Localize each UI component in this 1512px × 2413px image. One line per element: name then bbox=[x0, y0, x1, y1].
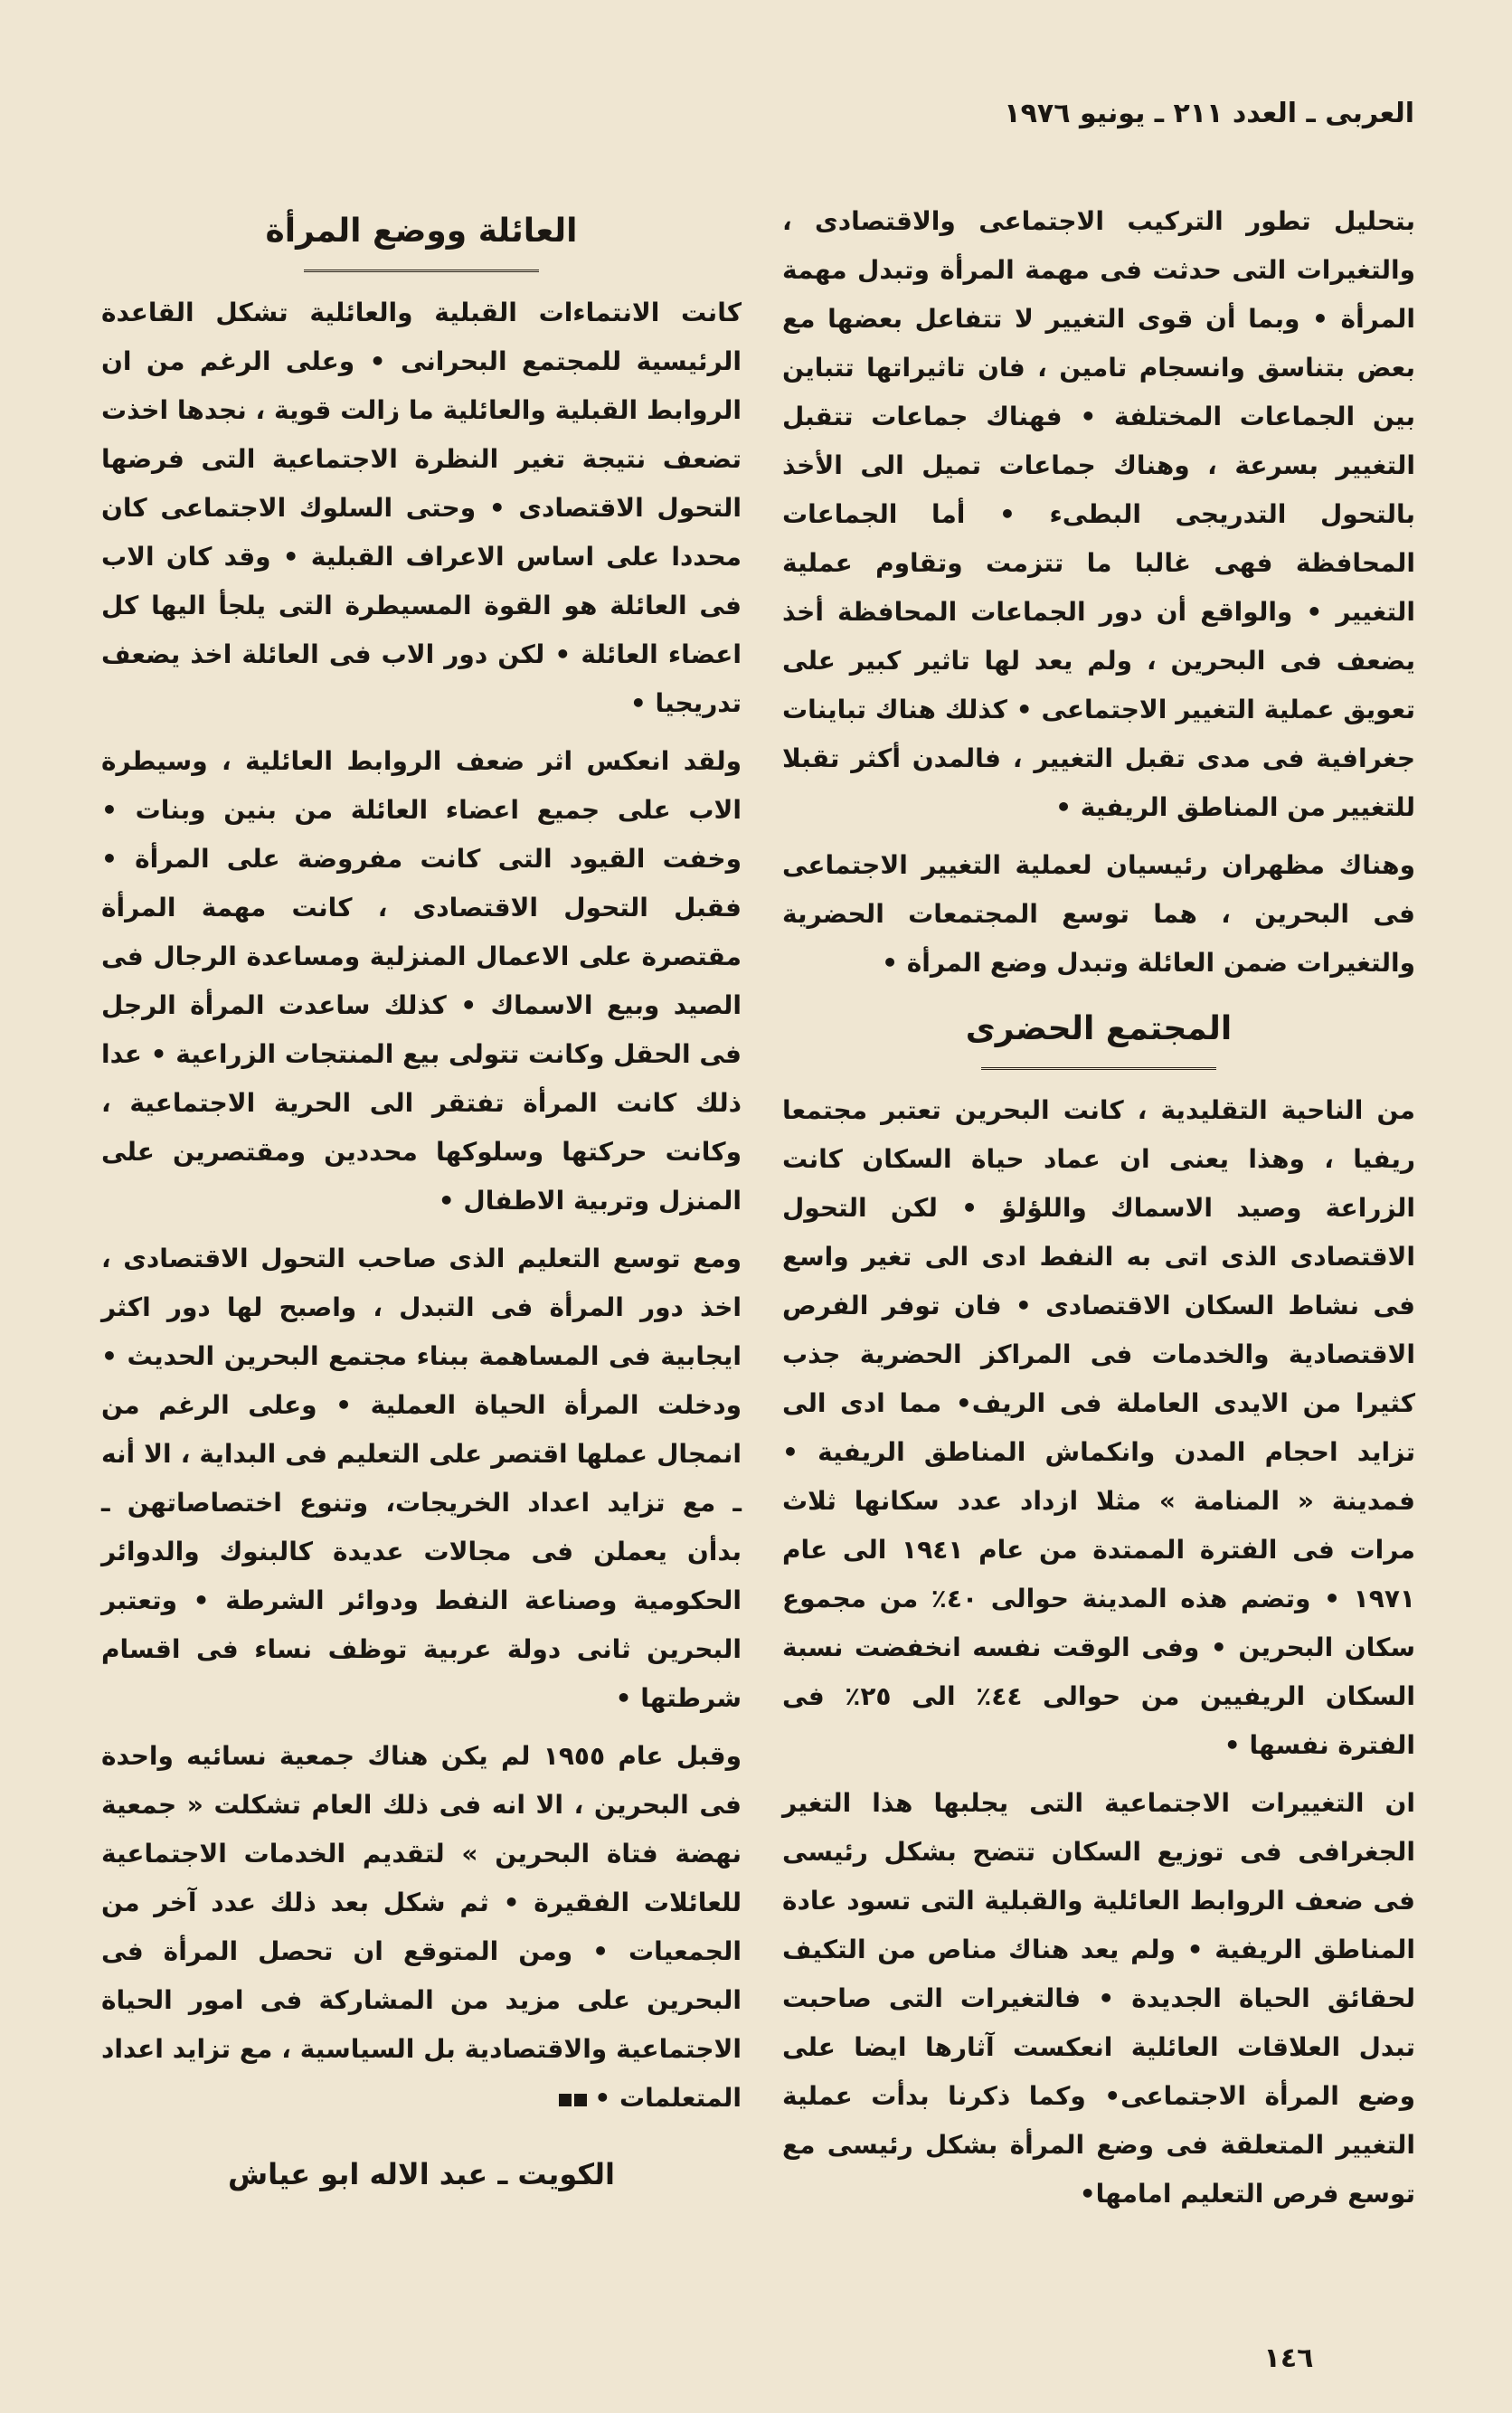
end-mark-icon bbox=[556, 2074, 587, 2123]
section-heading-urban-society: المجتمع الحضرى bbox=[965, 1010, 1233, 1047]
paragraph: ولقد انعكس اثر ضعف الروابط العائلية ، وسيطرة الاب على جميع اعضاء العائلة من بنين وبنات • وخفت القيود التى كانت مفروضة على المرأة • فقبل التحول الاقتصادى ، كانت مهمة المرأة مقتصرة على الاعمال المنزلية ومساعدة الرجال فى الصيد وبيع الاسماك • كذلك ساعدت المرأة الرجل فى الحقل وكانت تتولى بيع المنتجات الزراعية • عدا ذلك كانت المرأة تفتقر الى الحرية الاجتماعية ، وكانت حركتها وسلوكها محددين ومقتصرين على المنزل وتربية الاطفال • bbox=[101, 746, 742, 1216]
heading-underline bbox=[981, 1062, 1216, 1070]
paragraph: كانت الانتماءات القبلية والعائلية تشكل القاعدة الرئيسية للمجتمع البحرانى • وعلى الرغم من ان الروابط القبلية والعائلية ما زالت قوية ، نجدها اخذت تضعف نتيجة تغير النظرة الاجتماعية التى فرضها التحول الاقتصادى • وحتى السلوك الاجتماعى كان محددا على اساس الاعراف القبلية • وقد كان الاب فى العائلة هو القوة المسيطرة التى يلجأ اليها كل اعضاء العائلة • لكن دور الاب فى العائلة اخذ يضعف تدريجيا • bbox=[101, 298, 742, 718]
page-number: ١٤٦ bbox=[1263, 2342, 1314, 2374]
right-column bbox=[782, 197, 1415, 2228]
paragraph: ومع توسع التعليم الذى صاحب التحول الاقتصادى ، اخذ دور المرأة فى التبدل ، واصبح لها دور اكثر ايجابية فى المساهمة ببناء مجتمع البحرين الحديث • ودخلت المرأة الحياة العملية • وعلى الرغم من انمجال عملها اقتصر على التعليم فى البداية ، الا أنه ـ مع تزايد اعداد الخريجات، وتنوع اختصاصاتهن ـ بدأن يعملن فى مجالات عديدة كالبنوك والدوائر الحكومية وصناعة النفط ودوائر الشرطة • وتعتبر البحرين ثانى دولة عربية توظف نساء فى اقسام شرطتها • bbox=[101, 1244, 742, 1713]
paragraph: وهناك مظهران رئيسيان لعملية التغيير الاجتماعى فى البحرين ، هما توسع المجتمعات الحضرية والتغيرات ضمن العائلة وتبدل وضع المرأة • bbox=[782, 850, 1415, 978]
paragraph-final bbox=[101, 1732, 742, 2123]
paragraph: من الناحية التقليدية ، كانت البحرين تعتبر مجتمعا ريفيا ، وهذا يعنى ان عماد حياة السكان كانت الزراعة وصيد الاسماك واللؤلؤ • لكن التحول الاقتصادى الذى اتى به النفط ادى الى تغير واسع فى نشاط السكان الاقتصادى • فان توفر الفرص الاقتصادية والخدمات فى المراكز الحضرية جذب كثيرا من الايدى العاملة فى الريف• مما ادى الى تزايد احجام المدن وانكماش المناطق الريفية • فمدينة « المنامة » مثلا ازداد عدد سكانها ثلاث مرات فى الفترة الممتدة من عام ١٩٤١ الى عام ١٩٧١ • وتضم هذه المدينة حوالى ٤٠٪ من مجموع سكان البحرين • وفى الوقت نفسه انخفضت نسبة السكان الريفيين من حوالى ٤٤٪ الى ٢٥٪ فى الفترة نفسها • bbox=[782, 1095, 1416, 1760]
left-column bbox=[101, 190, 742, 2199]
paragraph: بتحليل تطور التركيب الاجتماعى والاقتصادى ، والتغيرات التى حدثت فى مهمة المرأة وتبدل مهمة المرأة • وبما أن قوى التغيير لا تتفاعل بعضها مع بعض بتناسق وانسجام تامين ، فان تاثيراتها تتباين بين الجماعات المختلفة • فهناك جماعات تتقبل التغيير بسرعة ، وهناك جماعات تميل الى الأخذ بالتحول التدريجى البطىء • أما الجماعات المحافظة فهى غالبا ما تتزمت وتقاوم عملية التغيير • والواقع أن دور الجماعات المحافظة أخذ يضعف فى البحرين ، ولم يعد لها تاثير كبير على تعويق عملية التغيير الاجتماعى • كذلك هناك تباينات جغرافية فى مدى تقبل التغيير ، فالمدن أكثر تقبلا للتغيير من المناطق الريفية • bbox=[782, 206, 1415, 822]
running-head: العربى ـ العدد ٢١١ ـ يونيو ١٩٧٦ bbox=[1004, 98, 1414, 129]
section-heading-family-women: العائلة ووضع المرأة bbox=[265, 213, 578, 250]
author-signature: الكويت ـ عبد الاله ابو عياش bbox=[228, 2157, 615, 2191]
paragraph: ان التغييرات الاجتماعية التى يجلبها هذا التغير الجغرافى فى توزيع السكان تتضح بشكل رئيسى فى ضعف الروابط العائلية والقبلية التى تسود عادة المناطق الريفية • ولم يعد هناك مناص من التكيف لحقائق الحياة الجديدة • فالتغيرات التى صاحبت تبدل العلاقات العائلية انعكست آثارها ايضا على وضع المرأة الاجتماعى• وكما ذكرنا بدأت عملية التغيير المتعلقة فى وضع المرأة بشكل رئيسى مع توسع فرص التعليم امامها• bbox=[782, 1788, 1415, 2209]
paragraph-text: وقبل عام ١٩٥٥ لم يكن هناك جمعية نسائيه واحدة فى البحرين ، الا انه فى ذلك العام تشكلت « جمعية نهضة فتاة البحرين » لتقديم الخدمات الاجتماعية للعائلات الفقيرة • ثم شكل بعد ذلك عدد آخر من الجمعيات • ومن المتوقع ان تحصل المرأة فى البحرين على مزيد من المشاركة فى امور الحياة الاجتماعية والاقتصادية بل السياسية ، مع تزايد اعداد المتعلمات • bbox=[101, 1741, 742, 2113]
heading-underline bbox=[304, 264, 539, 272]
